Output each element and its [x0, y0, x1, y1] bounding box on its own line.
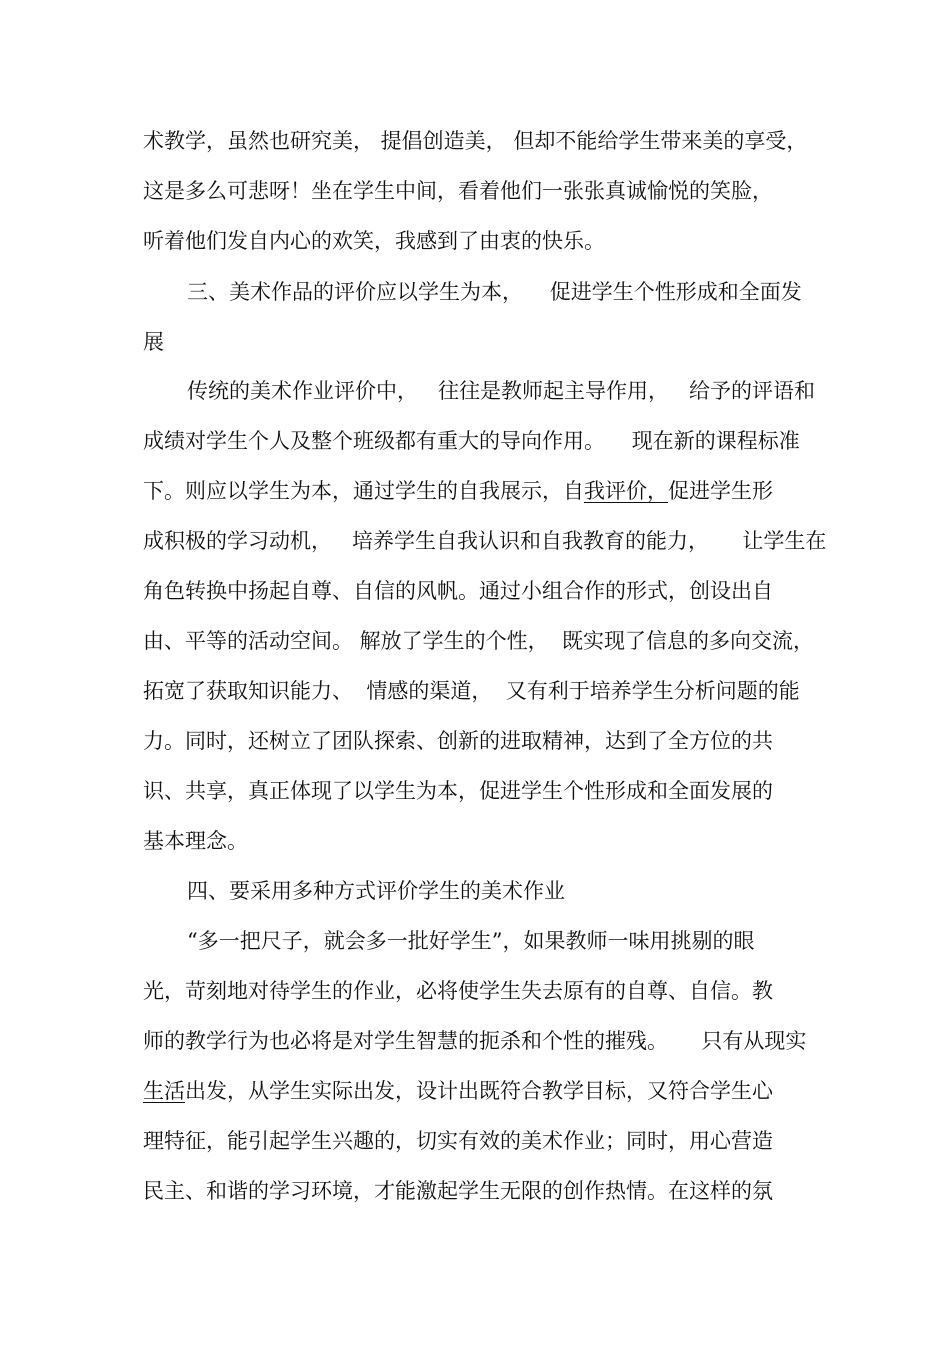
section-heading-3-continued: 展 [143, 330, 164, 354]
section-heading-4: 四、要采用多种方式评价学生的美术作业 [187, 879, 565, 903]
body-text-line: 力。同时，还树立了团队探索、创新的进取精神，达到了全方位的共 [143, 729, 773, 753]
body-text-line: 识、共享，真正体现了以学生为本，促进学生个性形成和全面发展的 [143, 779, 773, 803]
body-text-line: 拓宽了获取知识能力、 情感的渠道， 又有利于培养学生分析问题的能 [143, 679, 800, 703]
text-segment: 下。则应以学生为本，通过学生的自我展示，自 [143, 479, 584, 503]
body-text-line: 听着他们发自内心的欢笑，我感到了由衷的快乐。 [143, 229, 605, 253]
body-text-line: 传统的美术作业评价中， 往往是教师起主导作用， 给予的评语和 [187, 379, 816, 403]
body-text-line [143, 476, 773, 506]
body-text-line: 成积极的学习动机， 培养学生自我认识和自我教育的能力， 让学生在 [143, 529, 827, 553]
underlined-text: 我评价， [584, 479, 668, 503]
underlined-text: 生活 [143, 1079, 185, 1103]
body-text-line: 角色转换中扬起自尊、自信的风帆。通过小组合作的形式，创设出自 [143, 579, 773, 603]
body-text-line [143, 1076, 773, 1106]
text-segment: 促进学生形 [668, 479, 773, 503]
body-text-line: 民主、和谐的学习环境，才能激起学生无限的创作热情。在这样的氛 [143, 1179, 773, 1203]
body-text-line: 术教学，虽然也研究美， 提倡创造美， 但却不能给学生带来美的享受， [143, 129, 808, 153]
body-text-line: “多一把尺子，就会多一批好学生”，如果教师一味用挑剔的眼 [187, 929, 755, 953]
body-text-line: 师的教学行为也必将是对学生智慧的扼杀和个性的摧残。 只有从现实 [143, 1029, 807, 1053]
body-text-line: 这是多么可悲呀！坐在学生中间，看着他们一张张真诚愉悦的笑脸， [143, 179, 773, 203]
body-text-line: 理特征，能引起学生兴趣的，切实有效的美术作业；同时，用心营造 [143, 1129, 773, 1153]
body-text-line: 由、平等的活动空间。 解放了学生的个性， 既实现了信息的多向交流， [143, 629, 815, 653]
body-text-line: 基本理念。 [143, 829, 248, 853]
body-text-line: 光，苛刻地对待学生的作业，必将使学生失去原有的自尊、自信。教 [143, 979, 773, 1003]
body-text-line: 成绩对学生个人及整个班级都有重大的导向作用。 现在新的课程标准 [143, 429, 800, 453]
text-segment: 出发，从学生实际出发，设计出既符合教学目标，又符合学生心 [185, 1079, 773, 1103]
section-heading-3: 三、美术作品的评价应以学生为本， 促进学生个性形成和全面发 [187, 280, 802, 304]
